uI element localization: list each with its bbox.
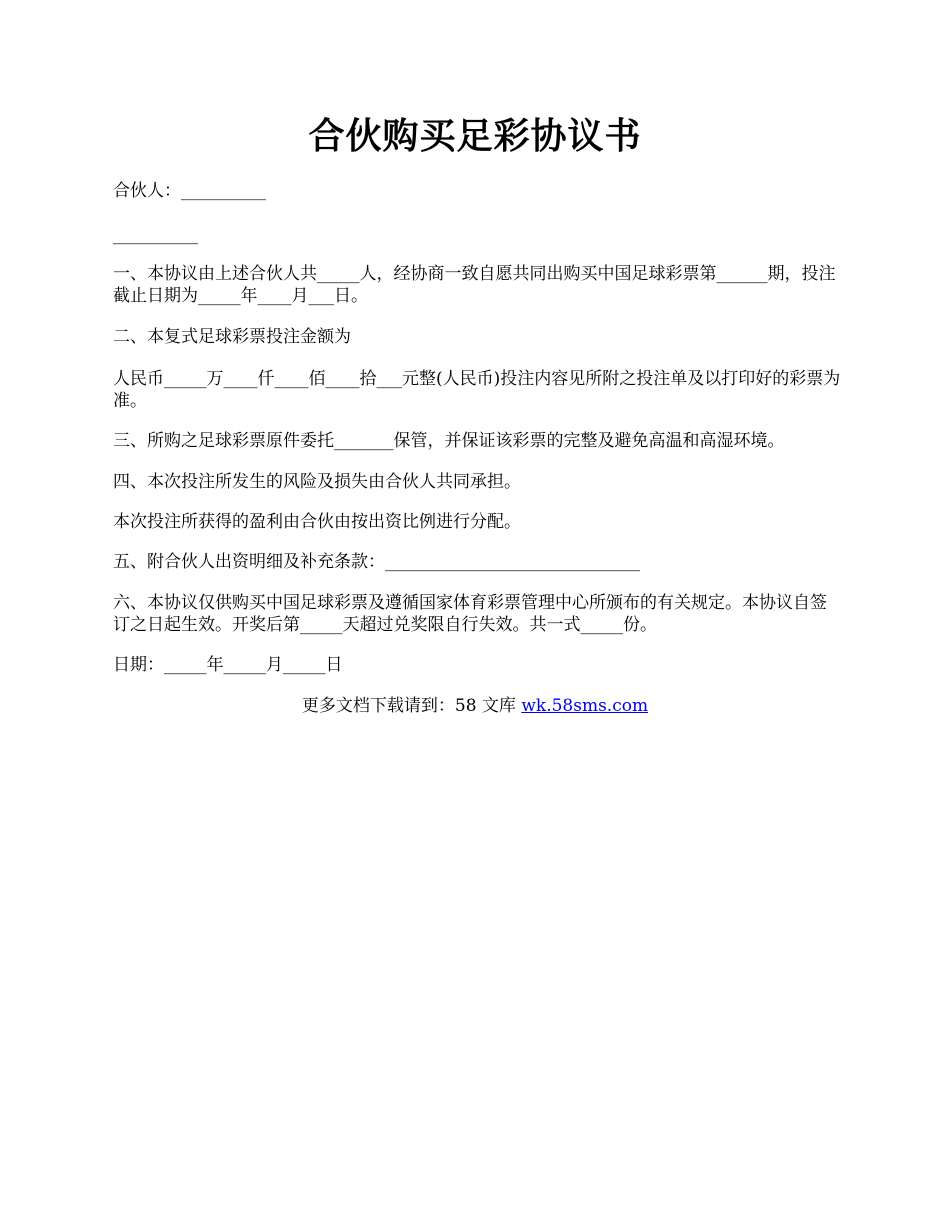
partners-blank-line: __________	[113, 225, 198, 245]
clause-4: 四、本次投注所发生的风险及损失由合伙人共同承担。	[113, 472, 521, 492]
footer-link[interactable]: wk.58sms.com	[521, 696, 649, 716]
clause-2-heading: 二、本复式足球彩票投注金额为	[113, 327, 351, 347]
clause-1: 一、本协议由上述合伙人共_____人，经协商一致自愿共同出购买中国足球彩票第______期，投注截止日期为_____年____月___日。	[113, 264, 836, 306]
footer-line	[0, 695, 950, 717]
clause-5: 五、附合伙人出资明细及补充条款：______________________________	[113, 552, 640, 572]
date-line: 日期：_____年_____月_____日	[113, 655, 343, 675]
footer-prefix: 更多文档下载请到：58 文库	[301, 696, 522, 716]
clause-3: 三、所购之足球彩票原件委托_______保管，并保证该彩票的完整及避免高温和高湿环境。	[113, 431, 785, 451]
clause-4-profit: 本次投注所获得的盈利由合伙由按出资比例进行分配。	[113, 512, 521, 532]
clause-2-amount: 人民币_____万____仟____佰____拾___元整(人民币)投注内容见所附之投注单及以打印好的彩票为准。	[113, 369, 841, 411]
clause-6: 六、本协议仅供购买中国足球彩票及遵循国家体育彩票管理中心所颁布的有关规定。本协议自签订之日起生效。开奖后第_____天超过兑奖限自行失效。共一式_____份。	[113, 593, 827, 635]
partners-label: 合伙人：__________	[113, 181, 266, 201]
document-title: 合伙购买足彩协议书	[308, 115, 642, 157]
